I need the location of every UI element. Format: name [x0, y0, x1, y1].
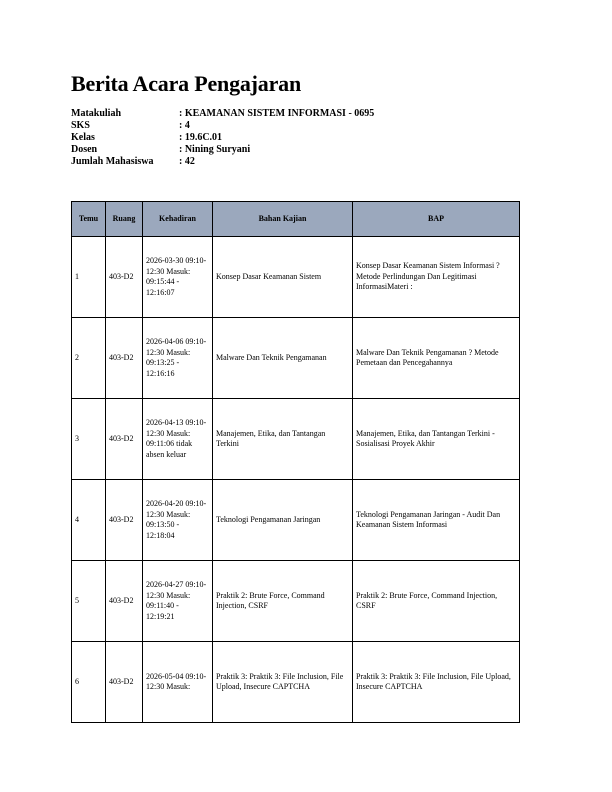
table-row [72, 318, 520, 399]
header-bahan-kajian: Bahan Kajian [213, 202, 353, 237]
info-label: Kelas [71, 132, 95, 143]
cell-temu: 4 [72, 480, 106, 561]
cell-bap: Teknologi Pengamanan Jaringan - Audit Dan Keamanan Sistem Informasi [353, 480, 520, 561]
cell-bap: Manajemen, Etika, dan Tantangan Terkini - Sosialisasi Proyek Akhir [353, 399, 520, 480]
info-row-jumlah-mahasiswa [71, 156, 541, 168]
info-label: SKS [71, 120, 90, 131]
info-label: Matakuliah [71, 108, 122, 119]
cell-ruang: 403-D2 [106, 480, 143, 561]
info-value: : Nining Suryani [179, 144, 251, 155]
cell-bahan-kajian: Konsep Dasar Keamanan Sistem [213, 237, 353, 318]
info-row-dosen [71, 144, 541, 156]
info-label: Jumlah Mahasiswa [71, 156, 154, 167]
cell-bap: Konsep Dasar Keamanan Sistem Informasi ? Metode Perlindungan Dan Legitimasi InformasiMateri : [353, 237, 520, 318]
page-title: Berita Acara Pengajaran [71, 71, 302, 96]
cell-temu: 6 [72, 642, 106, 723]
cell-temu: 3 [72, 399, 106, 480]
info-row-matakuliah [71, 108, 541, 120]
table-row [72, 237, 520, 318]
header-ruang: Ruang [106, 202, 143, 237]
cell-bap: Praktik 3: Praktik 3: File Inclusion, File Upload, Insecure CAPTCHA [353, 642, 520, 723]
header-bap: BAP [353, 202, 520, 237]
cell-bap: Malware Dan Teknik Pengamanan ? Metode Pemetaan dan Pencegahannya [353, 318, 520, 399]
cell-ruang: 403-D2 [106, 561, 143, 642]
cell-kehadiran: 2026-04-27 09:10-12:30 Masuk: 09:11:40 - 12:19:21 [143, 561, 213, 642]
cell-kehadiran: 2026-04-06 09:10-12:30 Masuk: 09:13:25 - 12:16:16 [143, 318, 213, 399]
cell-temu: 2 [72, 318, 106, 399]
info-value: : 42 [179, 156, 195, 167]
info-row-kelas [71, 132, 541, 144]
table-header-row [72, 202, 520, 237]
cell-bahan-kajian: Praktik 2: Brute Force, Command Injection, CSRF [213, 561, 353, 642]
info-label: Dosen [71, 144, 98, 155]
cell-bahan-kajian: Manajemen, Etika, dan Tantangan Terkini [213, 399, 353, 480]
cell-bahan-kajian: Teknologi Pengamanan Jaringan [213, 480, 353, 561]
cell-kehadiran: 2026-04-20 09:10-12:30 Masuk: 09:13:50 - 12:18:04 [143, 480, 213, 561]
cell-bahan-kajian: Malware Dan Teknik Pengamanan [213, 318, 353, 399]
cell-temu: 5 [72, 561, 106, 642]
table-row [72, 561, 520, 642]
cell-bap: Praktik 2: Brute Force, Command Injection, CSRF [353, 561, 520, 642]
cell-ruang: 403-D2 [106, 642, 143, 723]
header-kehadiran: Kehadiran [143, 202, 213, 237]
header-temu: Temu [72, 202, 106, 237]
info-row-sks [71, 120, 541, 132]
table-row [72, 399, 520, 480]
info-value: : 4 [179, 120, 190, 131]
cell-bahan-kajian: Praktik 3: Praktik 3: File Inclusion, File Upload, Insecure CAPTCHA [213, 642, 353, 723]
cell-ruang: 403-D2 [106, 318, 143, 399]
bap-table [71, 201, 520, 723]
info-value: : KEAMANAN SISTEM INFORMASI - 0695 [179, 108, 375, 119]
cell-kehadiran: 2026-05-04 09:10-12:30 Masuk: [143, 642, 213, 723]
course-info [71, 108, 541, 168]
table-row [72, 480, 520, 561]
cell-kehadiran: 2026-03-30 09:10-12:30 Masuk: 09:15:44 - 12:16:07 [143, 237, 213, 318]
cell-temu: 1 [72, 237, 106, 318]
info-value: : 19.6C.01 [179, 132, 223, 143]
cell-ruang: 403-D2 [106, 399, 143, 480]
cell-kehadiran: 2026-04-13 09:10-12:30 Masuk: 09:11:06 tidak absen keluar [143, 399, 213, 480]
cell-ruang: 403-D2 [106, 237, 143, 318]
table-row [72, 642, 520, 723]
